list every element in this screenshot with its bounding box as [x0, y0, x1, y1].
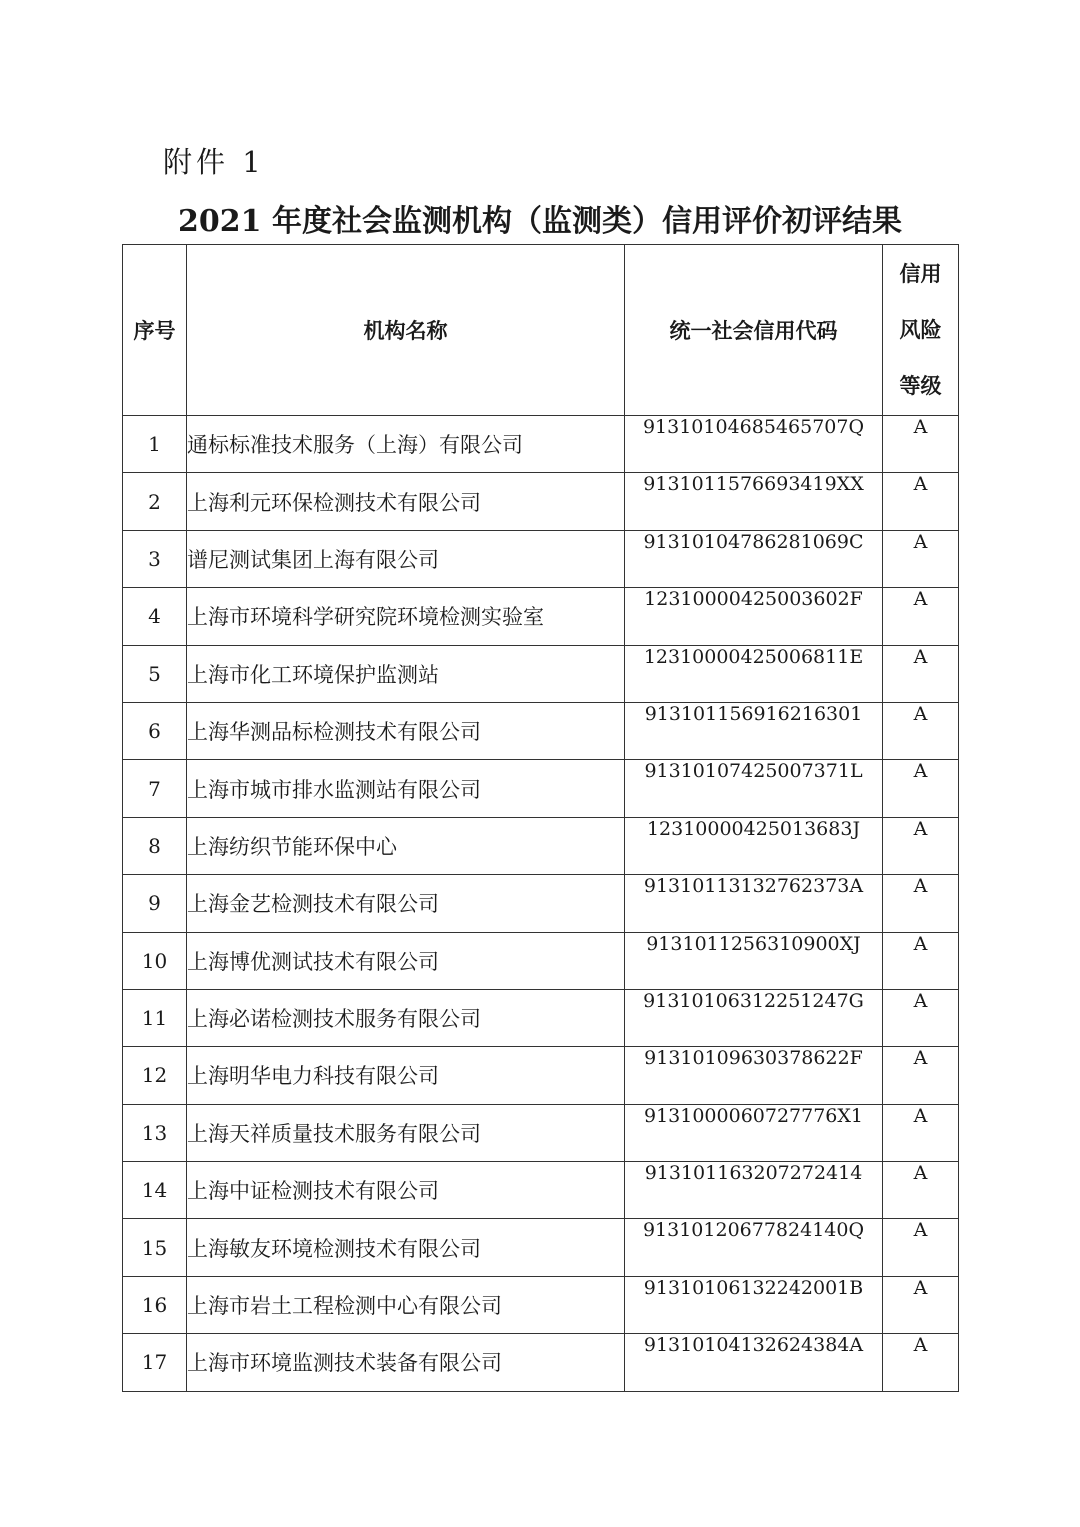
row-credit-code: 91310120677824140Q	[625, 1219, 883, 1276]
table-row	[123, 760, 959, 817]
table-row	[123, 875, 959, 932]
row-risk-level: A	[883, 1276, 959, 1333]
row-credit-code: 12310000425006811E	[625, 645, 883, 702]
row-index: 8	[123, 817, 187, 874]
row-risk-level: A	[883, 416, 959, 473]
row-institution-name: 通标标准技术服务（上海）有限公司	[187, 416, 625, 473]
table-row	[123, 1047, 959, 1104]
row-risk-level: A	[883, 473, 959, 530]
row-credit-code: 91310106132242001B	[625, 1276, 883, 1333]
row-risk-level: A	[883, 760, 959, 817]
row-index: 4	[123, 588, 187, 645]
row-institution-name: 上海明华电力科技有限公司	[187, 1047, 625, 1104]
row-credit-code: 9131011256310900XJ	[625, 932, 883, 989]
row-credit-code: 913101156916216301	[625, 702, 883, 759]
table-row	[123, 645, 959, 702]
row-institution-name: 上海纺织节能环保中心	[187, 817, 625, 874]
row-credit-code: 91310107425007371L	[625, 760, 883, 817]
row-index: 3	[123, 530, 187, 587]
row-risk-level: A	[883, 989, 959, 1046]
row-index: 9	[123, 875, 187, 932]
row-index: 17	[123, 1334, 187, 1391]
row-index: 12	[123, 1047, 187, 1104]
row-risk-level: A	[883, 817, 959, 874]
row-index: 11	[123, 989, 187, 1046]
table-row	[123, 473, 959, 530]
table-row	[123, 932, 959, 989]
row-risk-level: A	[883, 932, 959, 989]
row-risk-level: A	[883, 1047, 959, 1104]
row-risk-level: A	[883, 702, 959, 759]
row-credit-code: 91310106312251247G	[625, 989, 883, 1046]
row-credit-code: 91310104786281069C	[625, 530, 883, 587]
header-risk-line2: 风险	[899, 318, 942, 342]
table-row	[123, 817, 959, 874]
row-institution-name: 上海博优测试技术有限公司	[187, 932, 625, 989]
row-risk-level: A	[883, 1219, 959, 1276]
row-institution-name: 谱尼测试集团上海有限公司	[187, 530, 625, 587]
table-row	[123, 1104, 959, 1161]
row-credit-code: 91310109630378622F	[625, 1047, 883, 1104]
table-row	[123, 702, 959, 759]
row-risk-level: A	[883, 1162, 959, 1219]
row-institution-name: 上海敏友环境检测技术有限公司	[187, 1219, 625, 1276]
table-row	[123, 1334, 959, 1391]
row-index: 5	[123, 645, 187, 702]
table-row	[123, 1162, 959, 1219]
row-institution-name: 上海市城市排水监测站有限公司	[187, 760, 625, 817]
row-index: 10	[123, 932, 187, 989]
row-credit-code: 913101163207272414	[625, 1162, 883, 1219]
row-institution-name: 上海华测品标检测技术有限公司	[187, 702, 625, 759]
row-risk-level: A	[883, 1334, 959, 1391]
row-institution-name: 上海中证检测技术有限公司	[187, 1162, 625, 1219]
table-row	[123, 588, 959, 645]
row-risk-level: A	[883, 1104, 959, 1161]
results-table	[122, 244, 959, 1392]
row-institution-name: 上海市环境科学研究院环境检测实验室	[187, 588, 625, 645]
row-index: 6	[123, 702, 187, 759]
header-risk-line1: 信用	[899, 262, 942, 286]
row-institution-name: 上海天祥质量技术服务有限公司	[187, 1104, 625, 1161]
row-credit-code: 9131000060727776X1	[625, 1104, 883, 1161]
row-index: 2	[123, 473, 187, 530]
table-row	[123, 989, 959, 1046]
row-risk-level: A	[883, 645, 959, 702]
row-institution-name: 上海金艺检测技术有限公司	[187, 875, 625, 932]
document-title: 2021 年度社会监测机构（监测类）信用评价初评结果	[178, 204, 902, 239]
row-risk-level: A	[883, 530, 959, 587]
row-index: 16	[123, 1276, 187, 1333]
header-risk-line3: 等级	[899, 374, 942, 398]
row-institution-name: 上海市环境监测技术装备有限公司	[187, 1334, 625, 1391]
attachment-label: 附件 1	[163, 145, 265, 179]
row-institution-name: 上海必诺检测技术服务有限公司	[187, 989, 625, 1046]
row-risk-level: A	[883, 588, 959, 645]
row-credit-code: 9131011576693419XX	[625, 473, 883, 530]
table-row	[123, 530, 959, 587]
header-name: 机构名称	[187, 245, 625, 416]
row-institution-name: 上海市岩土工程检测中心有限公司	[187, 1276, 625, 1333]
row-index: 14	[123, 1162, 187, 1219]
row-institution-name: 上海市化工环境保护监测站	[187, 645, 625, 702]
table-row	[123, 1219, 959, 1276]
row-credit-code: 91310113132762373A	[625, 875, 883, 932]
table-header	[123, 245, 959, 416]
row-institution-name: 上海利元环保检测技术有限公司	[187, 473, 625, 530]
row-credit-code: 12310000425003602F	[625, 588, 883, 645]
header-index: 序号	[123, 245, 187, 416]
row-index: 15	[123, 1219, 187, 1276]
row-risk-level: A	[883, 875, 959, 932]
row-credit-code: 91310104132624384A	[625, 1334, 883, 1391]
row-index: 13	[123, 1104, 187, 1161]
row-credit-code: 12310000425013683J	[625, 817, 883, 874]
table-body	[123, 416, 959, 1392]
row-index: 7	[123, 760, 187, 817]
header-code: 统一社会信用代码	[625, 245, 883, 416]
row-index: 1	[123, 416, 187, 473]
row-credit-code: 91310104685465707Q	[625, 416, 883, 473]
table-row	[123, 416, 959, 473]
table-row	[123, 1276, 959, 1333]
header-risk-level	[883, 245, 959, 416]
